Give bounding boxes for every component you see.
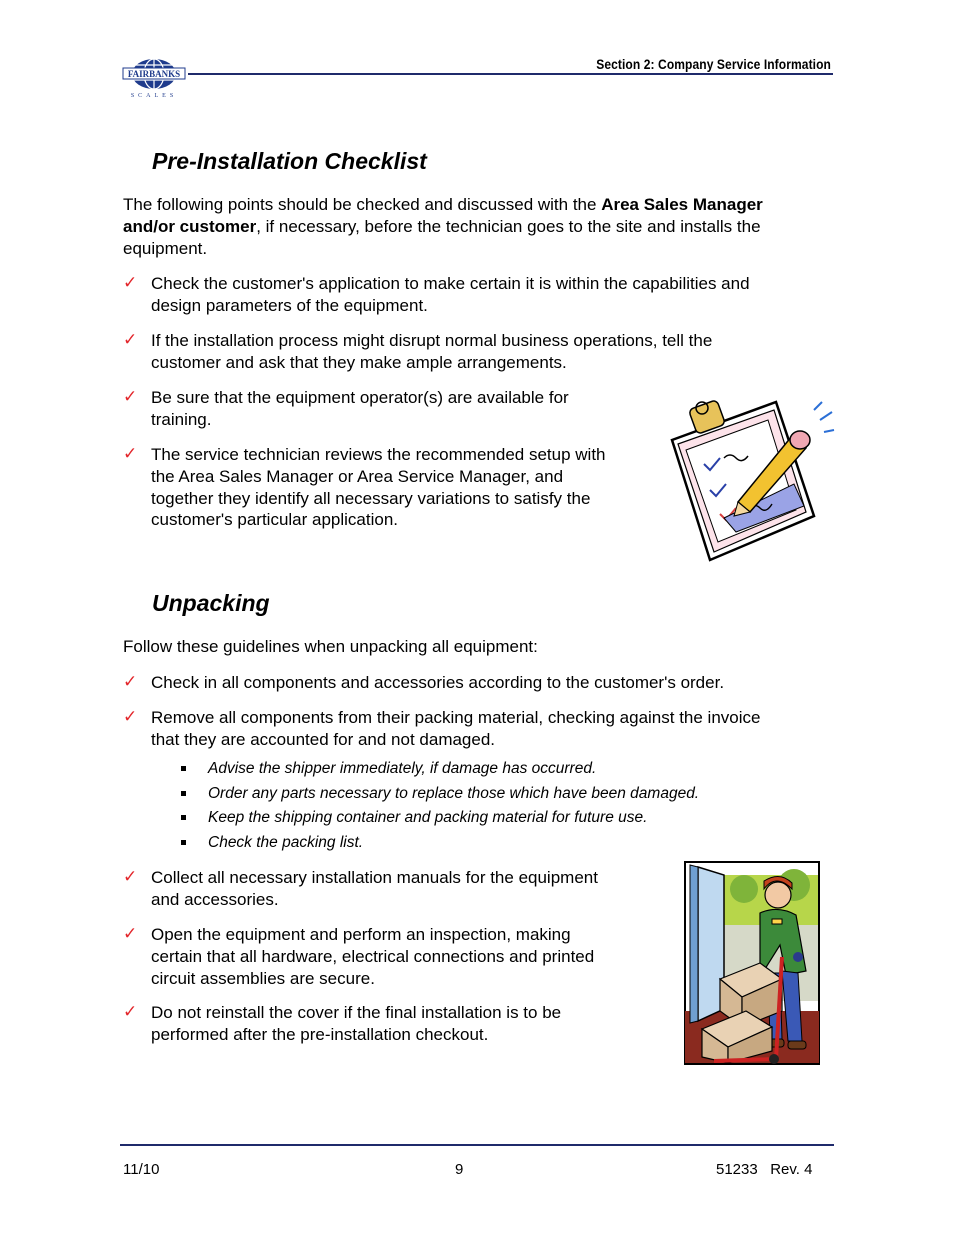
check-icon: ✓ (123, 330, 138, 350)
intro-bold-area-sales: Area Sales Manager (601, 195, 763, 214)
checklist-item (151, 924, 594, 989)
intro-text: The following points should be checked and discussed with the (123, 195, 602, 214)
checklist-item-line: Do not reinstall the cover if the final installation is to be (151, 1003, 562, 1022)
checklist-item (151, 672, 724, 694)
fairbanks-logo (122, 55, 186, 99)
checklist-item-line: Remove all components from their packing material, checking against the invoice (151, 708, 761, 727)
checklist-item-line: Check the customer's application to make certain it is within the capabilities and (151, 274, 750, 293)
checklist-item-line: Be sure that the equipment operator(s) are available for (151, 388, 569, 407)
clipboard-illustration (664, 398, 840, 568)
intro-bold-customer: and/or customer (123, 216, 257, 236)
heading-pre-installation: Pre-Installation Checklist (152, 148, 427, 174)
unpacking-intro: Follow these guidelines when unpacking all equipment: (123, 637, 538, 656)
heading-unpacking: Unpacking (152, 590, 270, 616)
checklist-item-line: If the installation process might disrupt normal business operations, tell the (151, 331, 713, 350)
check-icon: ✓ (123, 1002, 138, 1022)
footer-date: 11/10 (123, 1161, 160, 1178)
footer-doc-rev: 51233 Rev. 4 (716, 1161, 813, 1178)
square-bullet-icon (181, 840, 186, 845)
header-rule (188, 73, 833, 75)
check-icon: ✓ (123, 387, 138, 407)
sub-list-item: Check the packing list. (208, 834, 364, 851)
checklist-item-line: circuit assemblies are secure. (151, 968, 375, 988)
checklist-item-line: and accessories. (151, 889, 279, 909)
section-title: Section 2: Company Service Information (596, 56, 831, 72)
checklist-item-line: design parameters of the equipment. (151, 295, 428, 315)
check-icon: ✓ (123, 444, 138, 464)
checklist-item-line: Open the equipment and perform an inspection, making (151, 925, 571, 944)
square-bullet-icon (181, 791, 186, 796)
checklist-item-line: that they are accounted for and not damaged. (151, 729, 496, 749)
logo-subtext: SCALES (130, 93, 178, 99)
sub-list-item: Advise the shipper immediately, if damage has occurred. (208, 760, 597, 777)
checklist-item (151, 1002, 561, 1046)
sub-list-item: Order any parts necessary to replace those which have been damaged. (208, 785, 700, 802)
logo-text: FAIRBANKS (127, 69, 181, 79)
sub-list-item: Keep the shipping container and packing material for future use. (208, 809, 648, 826)
checklist-item-line: Collect all necessary installation manuals for the equipment (151, 868, 598, 887)
square-bullet-icon (181, 815, 186, 820)
checklist-item-line: certain that all hardware, electrical connections and printed (151, 946, 595, 966)
pre-install-intro (123, 194, 843, 259)
checklist-item-line: the Area Sales Manager or Area Service Manager, and (151, 466, 564, 486)
check-icon: ✓ (123, 924, 138, 944)
checklist-item-line: customer and ask that they make ample arrangements. (151, 352, 567, 372)
check-icon: ✓ (123, 273, 138, 293)
intro-text-after: , if necessary, before the technician goes to the site and installs the (256, 216, 761, 236)
checklist-item (151, 707, 760, 751)
check-icon: ✓ (123, 707, 138, 727)
checklist-item (151, 444, 606, 531)
check-icon: ✓ (123, 867, 138, 887)
checklist-item-line: The service technician reviews the recommended setup with (151, 445, 606, 464)
checklist-item (151, 387, 569, 431)
checklist-item (151, 273, 750, 317)
checklist-item-line: Check in all components and accessories according to the customer's order. (151, 673, 725, 692)
delivery-illustration (684, 861, 820, 1065)
intro-text-last: equipment. (123, 238, 208, 258)
footer-rule (120, 1144, 834, 1146)
checklist-item (151, 867, 598, 911)
square-bullet-icon (181, 766, 186, 771)
checklist-item-line: customer's particular application. (151, 510, 399, 530)
footer-page-number: 9 (455, 1161, 464, 1178)
checklist-item-line: training. (151, 409, 212, 429)
checklist-item-line: performed after the pre-installation checkout. (151, 1024, 489, 1044)
check-icon: ✓ (123, 672, 138, 692)
checklist-item-line: together they identify all necessary variations to satisfy the (151, 488, 591, 508)
checklist-item (151, 330, 712, 374)
